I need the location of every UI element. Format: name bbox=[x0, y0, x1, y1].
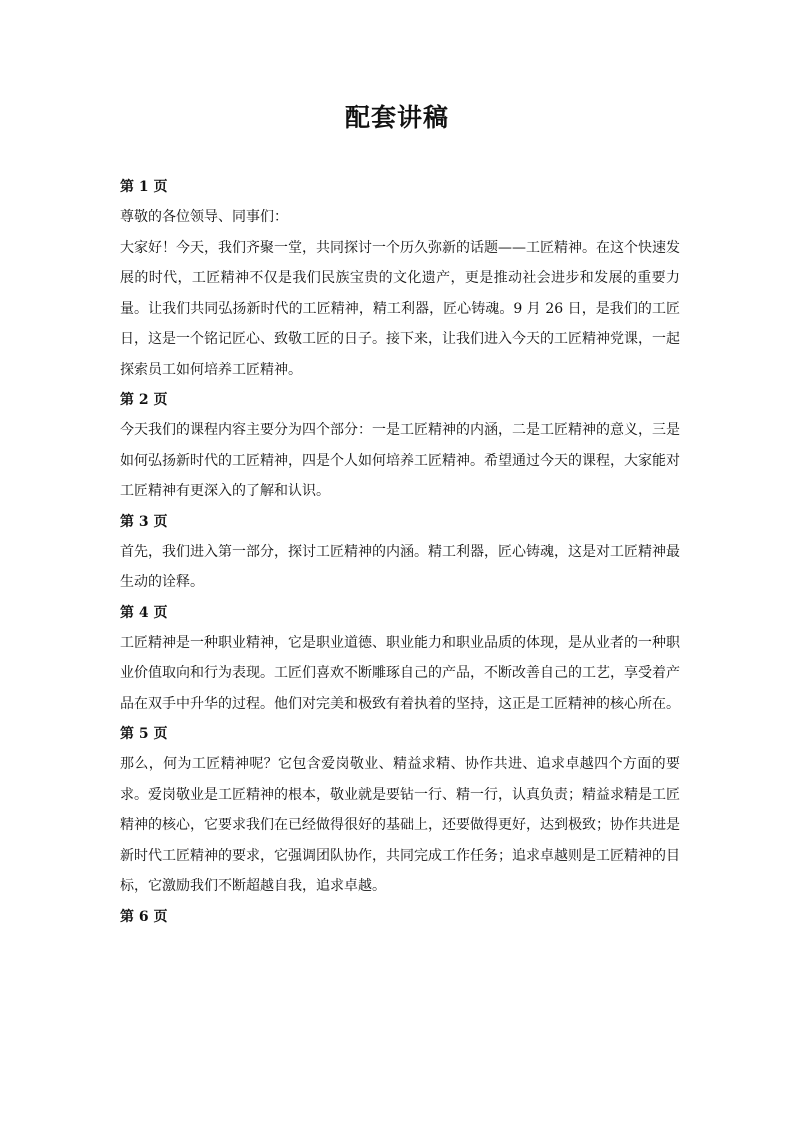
document-body bbox=[120, 172, 680, 932]
section-label-6: 第 6 页 bbox=[120, 908, 168, 925]
section-5-paragraph-1: 那么，何为工匠精神呢？它包含爱岗敬业、精益求精、协作共进、追求卓越四个方面的要求。爱岗敬业是工匠精神的根本，敬业就是要钻一行、精一行，认真负责；精益求精是工匠精神的核心，它要求我们在已经做得很好的基础上，还要做得更好，达到极致；协作共进是新时代工匠精神的要求，它强调团队协作，共同完成工作任务；追求卓越则是工匠精神的目标，它激励我们不断超越自我，追求卓越。 bbox=[120, 756, 680, 894]
section-4-paragraph-1: 工匠精神是一种职业精神，它是职业道德、职业能力和职业品质的体现，是从业者的一种职业价值取向和行为表现。工匠们喜欢不断雕琢自己的产品，不断改善自己的工艺，享受着产品在双手中升华的过程。他们对完美和极致有着执着的坚持，这正是工匠精神的核心所在。 bbox=[120, 634, 680, 712]
section-3-paragraph-1: 首先，我们进入第一部分，探讨工匠精神的内涵。精工利器，匠心铸魂，这是对工匠精神最生动的诠释。 bbox=[120, 543, 680, 590]
section-1-paragraph-2: 大家好！今天，我们齐聚一堂，共同探讨一个历久弥新的话题——工匠精神。在这个快速发展的时代，工匠精神不仅是我们民族宝贵的文化遗产，更是推动社会进步和发展的重要力量。让我们共同弘扬新时代的工匠精神，精工利器，匠心铸魂。9 月 26 日，是我们的工匠日，这是一个铭记匠心、致敬工匠的日子。接下来，让我们进入今天的工匠精神党课，一起探索员工如何培养工匠精神。 bbox=[120, 239, 680, 378]
document-title: 配套讲稿 bbox=[344, 103, 449, 132]
section-label-3: 第 3 页 bbox=[120, 513, 168, 530]
section-1-paragraph-1: 尊敬的各位领导、同事们： bbox=[120, 209, 288, 225]
section-label-5: 第 5 页 bbox=[120, 726, 168, 742]
section-label-4: 第 4 页 bbox=[120, 604, 168, 621]
section-label-2: 第 2 页 bbox=[120, 392, 168, 408]
section-label-1: 第 1 页 bbox=[120, 179, 168, 195]
section-2-paragraph-1: 今天我们的课程内容主要分为四个部分：一是工匠精神的内涵，二是工匠精神的意义，三是如何弘扬新时代的工匠精神，四是个人如何培养工匠精神。希望通过今天的课程，大家能对工匠精神有更深入的了解和认识。 bbox=[120, 422, 680, 499]
